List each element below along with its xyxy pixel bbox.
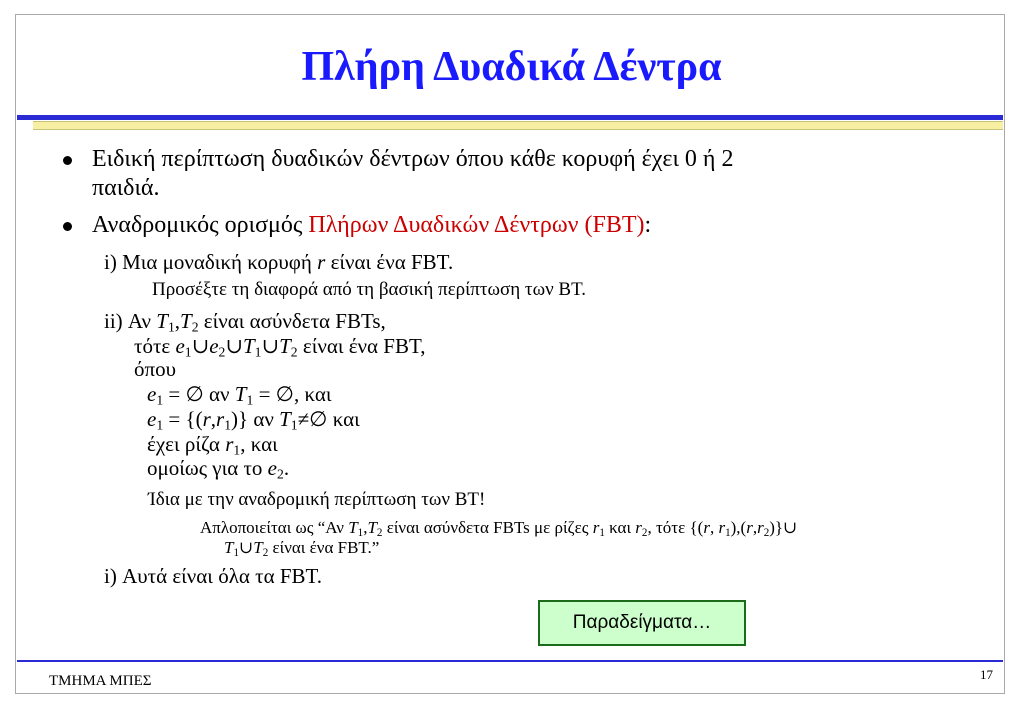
same-as-bt-note: Ίδια με την αναδρομική περίπτωση των ΒΤ! (148, 489, 486, 510)
where-label: όπου (134, 357, 176, 381)
has-root-line: έχει ρίζα $r_1$, και (147, 432, 278, 458)
simplified-then: , τότε (647, 518, 690, 537)
bullet-dot (63, 156, 72, 165)
similarly-text: ομοίως για το (147, 456, 268, 480)
bullet-dot (63, 222, 72, 231)
simplified-end: είναι ένα FBT.” (268, 538, 380, 557)
footer-rule (17, 660, 1003, 662)
simplified-note-line1: Απλοποιείται ως “Αν $T_1,T_2$ είναι ασύνδετα FBTs με ρίζες $r_1$ και $r_2$, τότε {(r, $r_1),(r,r_2)\}\cup$ (200, 518, 798, 539)
has-root-end: , και (240, 432, 278, 456)
e1-case1-mid: αν (203, 382, 235, 406)
bullet2-text (92, 212, 651, 239)
bullet2-prefix: Αναδρομικός ορισμός (92, 212, 309, 238)
slide-title: Πλήρη Δυαδικά Δέντρα (301, 44, 722, 90)
then-prefix: τότε (134, 334, 176, 358)
title-underline-blue (17, 115, 1003, 120)
footer-department: ΤΜΗΜΑ ΜΠΕΣ (49, 673, 152, 689)
simplified-and: και (604, 518, 636, 537)
similarly-line: ομοίως για το $e_2$. (147, 456, 290, 482)
e1-case1-end: , και (293, 382, 332, 406)
page-number: 17 (980, 667, 993, 682)
similarly-end: . (283, 456, 290, 480)
simplified-mid: είναι ασύνδετα FBTs με ρίζες (382, 518, 593, 537)
rec-suffix: είναι ασύνδετα FBTs, (198, 309, 386, 333)
base-case-text: i) Μια μοναδική κορυφή (104, 250, 318, 274)
then-suffix: είναι ένα FBT, (297, 334, 426, 358)
note-difference: Προσέξτε τη διαφορά από τη βασική περίπτωση των ΒΤ. (152, 279, 587, 300)
simplified-note-line2: $T_1\cup T_2$ είναι ένα FBT.” (224, 538, 380, 559)
base-case-var: r (317, 250, 326, 274)
rec-prefix: ii) Αν (104, 309, 157, 333)
bullet2-suffix: : (644, 212, 652, 238)
bullet1-text-line1: Ειδική περίπτωση δυαδικών δέντρων όπου κάθε κορυφή έχει 0 ή 2 (92, 146, 734, 172)
e1-case2-end: και (327, 407, 360, 431)
e1-empty-case: $e_1$ = ∅ αν $T_1$ = ∅, και (147, 382, 332, 408)
then-line: τότε $e_1\cup e_2\cup T_1\cup T_2$ είναι ένα FBT, (134, 334, 426, 360)
base-case (104, 250, 453, 274)
e1-nonempty-case: $e_1 = \{(r,r_1)\}$ αν $T_1\ne\emptyset$ και (147, 407, 360, 433)
base-case-end: είναι ένα FBT. (325, 250, 454, 274)
bullet1-text-line2: παιδιά. (92, 175, 160, 201)
has-root-text: έχει ρίζα (147, 432, 226, 456)
closure-clause: i) Αυτά είναι όλα τα FBT. (104, 564, 323, 588)
title-underline-yellow (33, 121, 1003, 130)
recursive-case: ii) Αν $T_1,T_2$ είναι ασύνδετα FBTs, (104, 309, 386, 335)
examples-button[interactable]: Παραδείγματα… (538, 600, 746, 646)
simplified-pre: Απλοποιείται ως “Αν (200, 518, 349, 537)
e1-case2-mid: αν (248, 407, 280, 431)
bullet2-highlight: Πλήρων Δυαδικών Δέντρων (FBT) (308, 212, 645, 238)
